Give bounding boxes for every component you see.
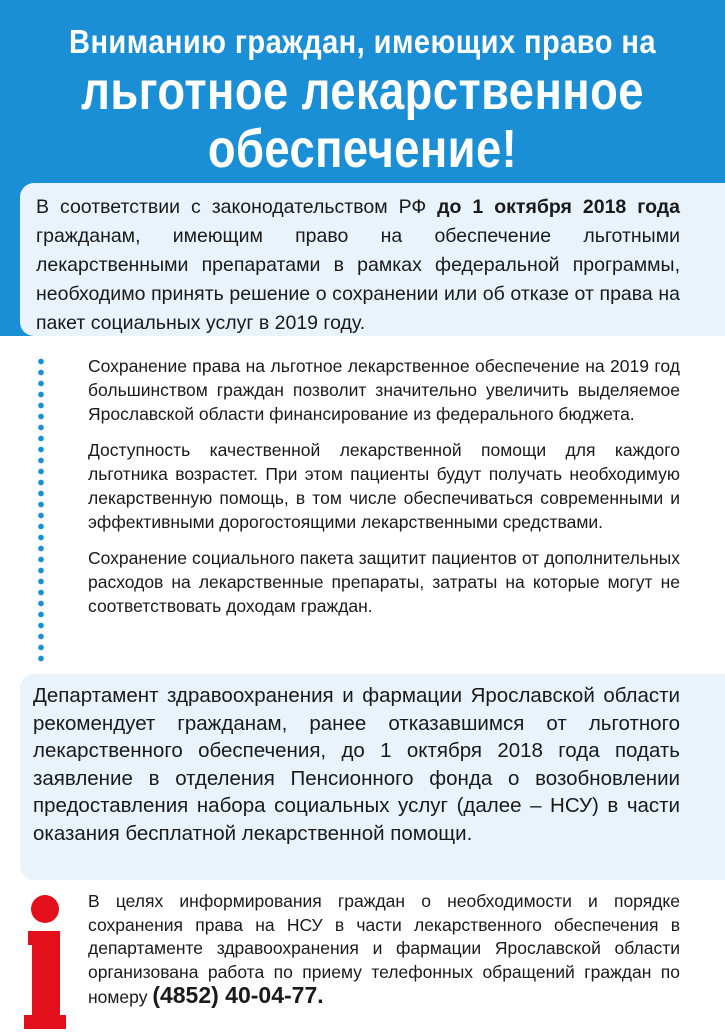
benefit-points xyxy=(88,354,680,630)
benefit-point: Доступность качественной лекарственной помощи для каждого льготника возрастет. При этом пациенты будут получать необходимую лекарственную помощь, в том числе обеспечиваться современными и эффективными дорогостоящими лекарственными средствами. xyxy=(88,440,680,532)
info-text xyxy=(88,890,680,1010)
page-title xyxy=(0,22,725,178)
info-text-body: В целях информирования граждан о необходимости и порядке сохранения права на НСУ в части лекарственного обеспечения в департаменте здравоохранения и фармации Ярославской области организована работа по приему телефонных обращений граждан по номеру xyxy=(88,891,680,1007)
phone-number: (4852) 40-04-77. xyxy=(152,982,324,1008)
intro-text-start: В соответствии с законодательством РФ xyxy=(36,196,438,218)
intro-deadline: до 1 октября 2018 года xyxy=(437,196,680,218)
intro-text xyxy=(36,193,680,338)
department-text: Департамент здравоохранения и фармации Ярославской области рекомендует гражданам, ранее отказавшимся от льготного лекарственного обеспечения, до 1 октября 2018 года подать заявление в отделения Пенсионного фонда о возобновлении предоставления набора социальных услуг (далее – НСУ) в части оказания бесплатной лекарственной помощи. xyxy=(33,684,680,845)
benefit-point: Сохранение права на льготное лекарственное обеспечение на 2019 год большинством граждан позволит значительно увеличить выделяемое Ярославской области финансирование из федерального бюджета. xyxy=(88,356,680,424)
intro-text-end: гражданам, имеющим право на обеспечение льготными лекарственными препаратами в рамках федеральной программы, необходимо принять решение о сохранении или об отказе от права на пакет социальных услуг в 2019 году. xyxy=(36,225,680,334)
dotted-line-icon xyxy=(37,356,45,664)
title-line-2: льготное лекарственное xyxy=(81,61,644,121)
benefit-point: Сохранение социального пакета защитит пациентов от дополнительных расходов на лекарственные препараты, затраты на которые могут не соответствовать доходам граждан. xyxy=(88,548,680,616)
title-line-1: Вниманию граждан, имеющих право на xyxy=(69,23,656,60)
info-icon xyxy=(24,893,66,1029)
title-line-3: обеспечение! xyxy=(207,119,518,179)
